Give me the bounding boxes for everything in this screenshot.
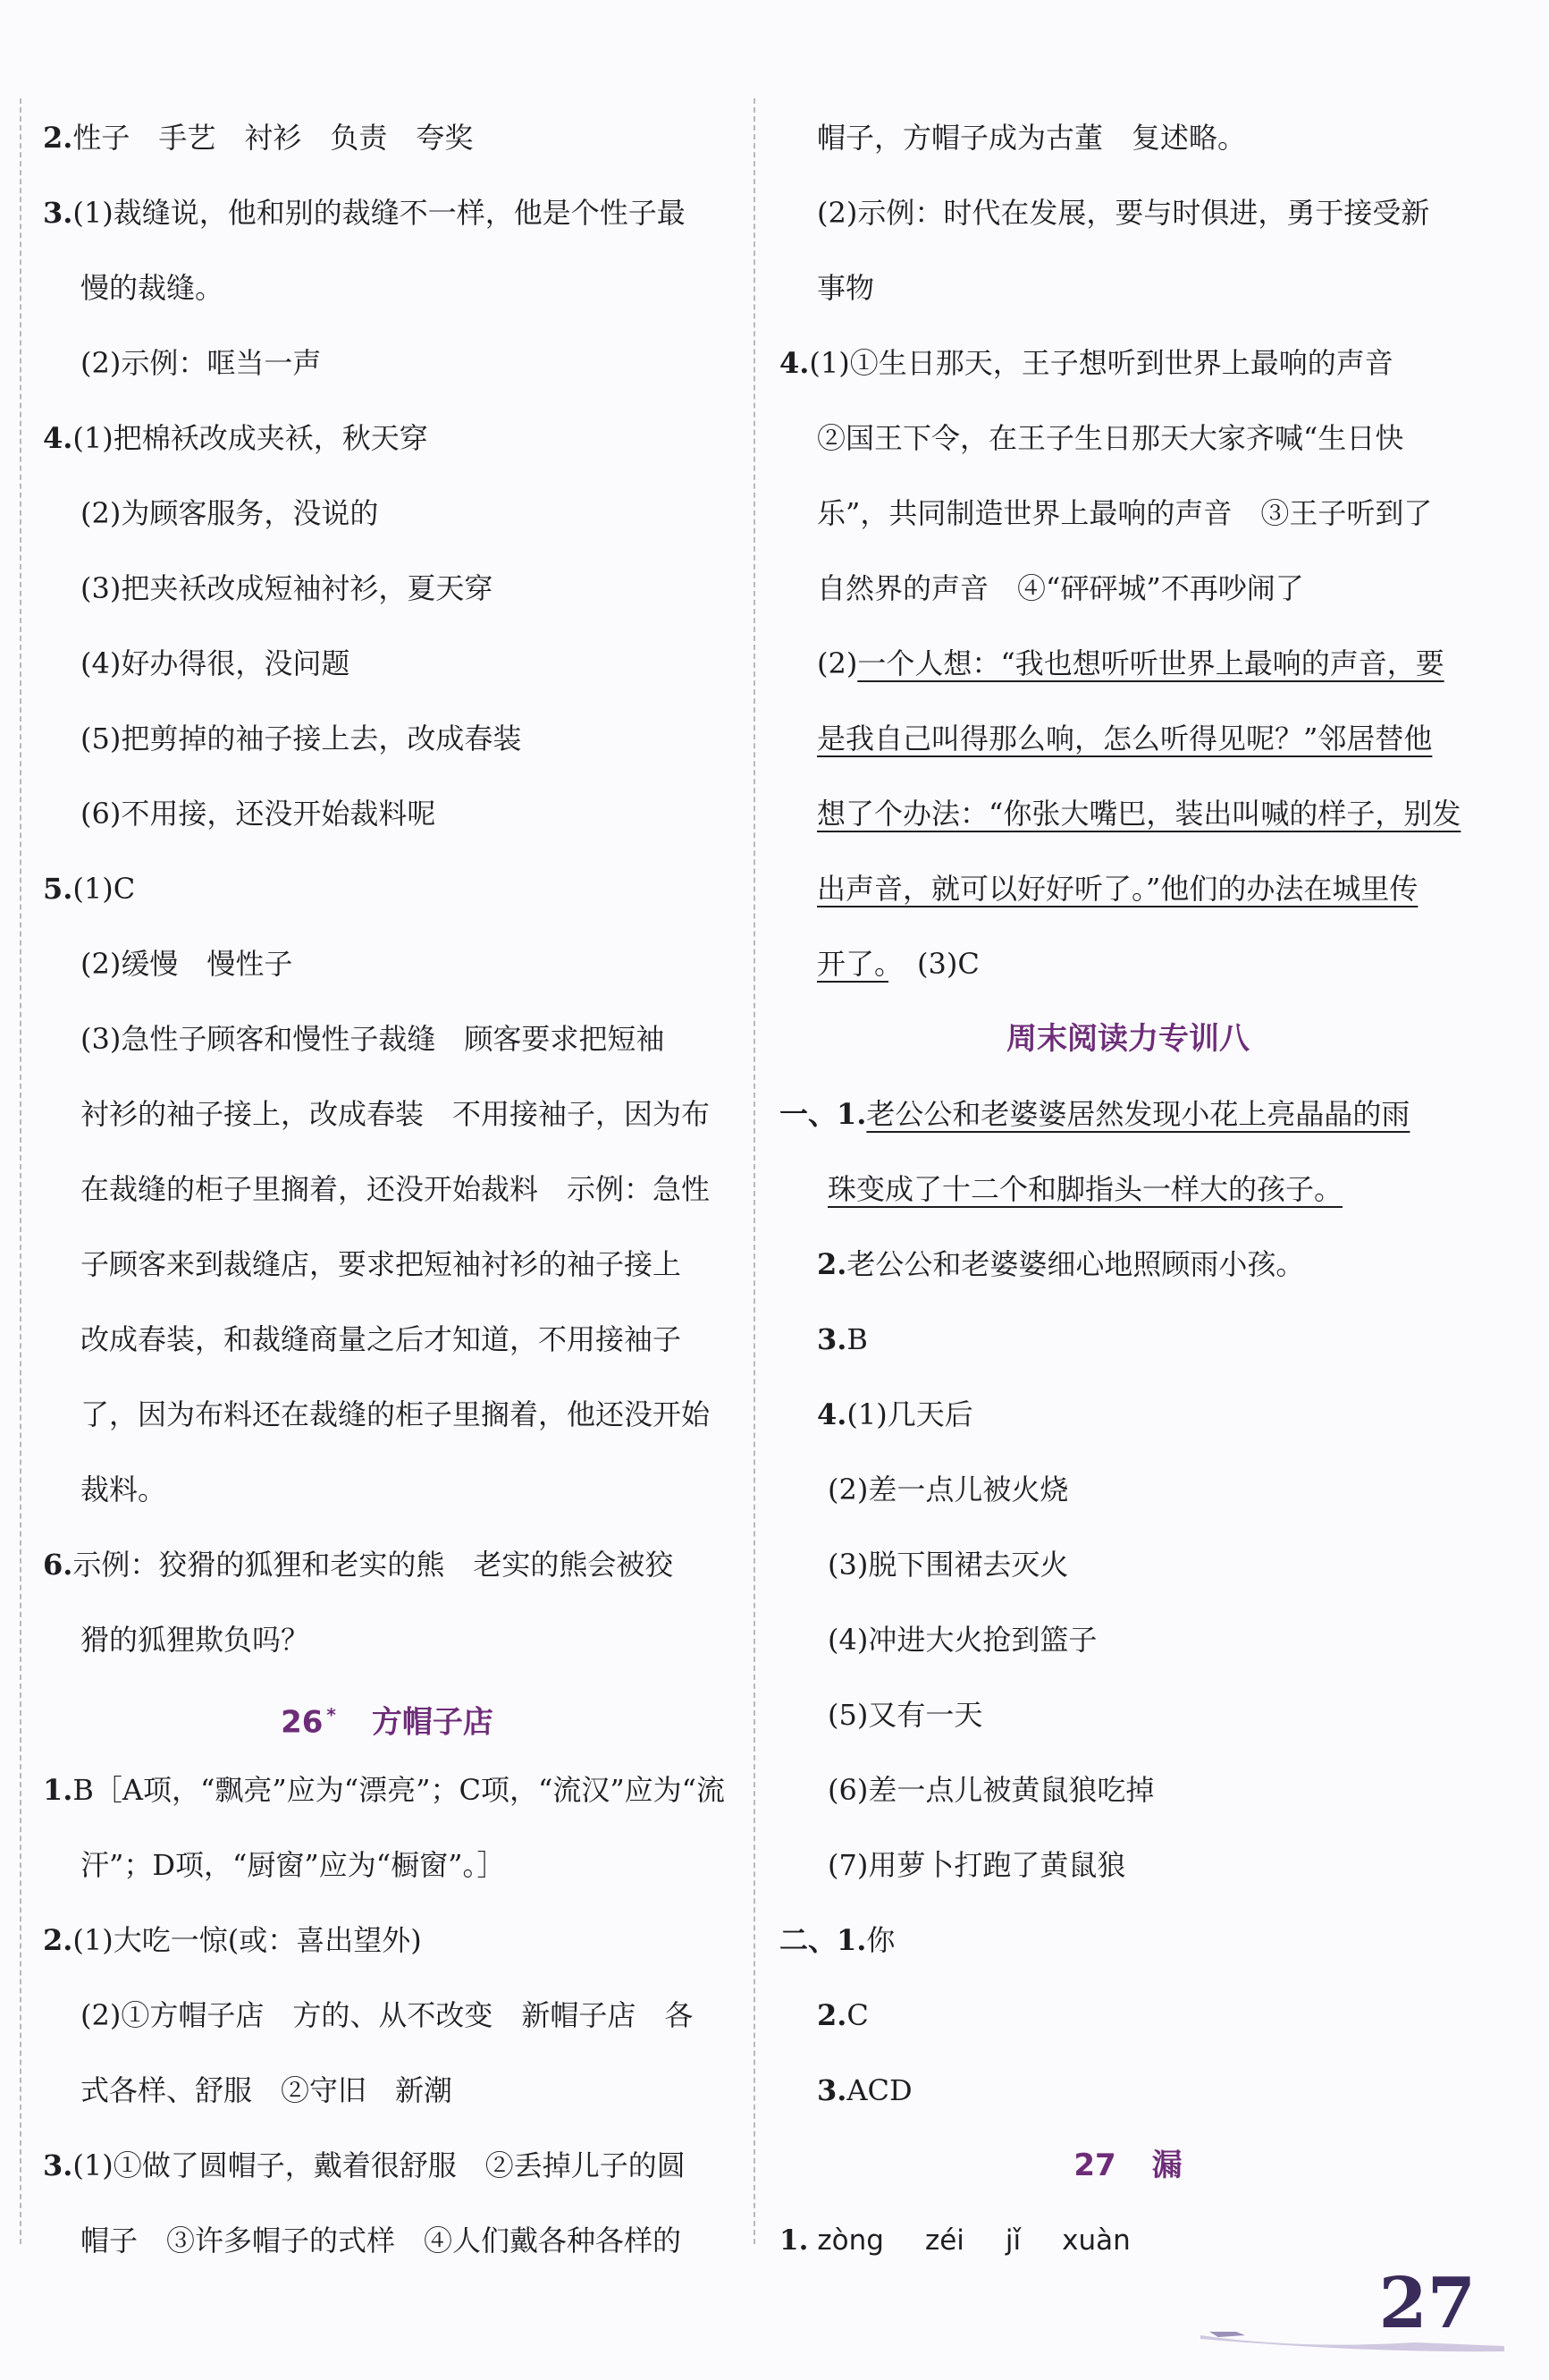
answer-line: [779, 1377, 1477, 1452]
question-number: 4.: [43, 421, 73, 455]
answer-line: [779, 1527, 1477, 1602]
question-number: 5.: [43, 872, 73, 906]
left-column: [43, 100, 731, 2278]
question-number: 2.: [817, 1998, 847, 2032]
answer-line: [779, 1602, 1477, 1677]
answer-text: 改成春装，和裁缝商量之后才知道，不用接袖子: [80, 1322, 682, 1356]
section-heading: 方帽子店: [371, 1704, 493, 1741]
question-number: 2.: [817, 1247, 847, 1281]
answer-line: [779, 1752, 1477, 1827]
answer-line: [43, 1452, 731, 1527]
answer-text: ②国王下令，在王子生日那天大家齐喊“生日快: [817, 421, 1404, 455]
answer-line: [43, 1827, 731, 1903]
answer-line: [779, 476, 1477, 551]
answer-text: 裁料。: [80, 1473, 167, 1506]
answer-text: 乐”，共同制造世界上最响的声音 ③王子听到了: [817, 496, 1433, 530]
answer-line: [43, 1152, 731, 1227]
answer-line: [779, 1152, 1477, 1227]
answer-line: [779, 1076, 1477, 1152]
pinyin-item: jǐ: [1005, 2224, 1022, 2257]
answer-text: (3)脱下围裙去灭火: [828, 1548, 1069, 1582]
answer-text: 衬衫的袖子接上，改成春装 不用接袖子，因为布: [80, 1097, 711, 1131]
section-number: 27: [1073, 2148, 1116, 2183]
answer-line: [43, 325, 731, 401]
answer-line: [43, 776, 731, 851]
answer-text: 汗”；D项，“厨窗”应为“橱窗”。］: [80, 1848, 506, 1882]
question-number: 一、1.: [779, 1097, 867, 1131]
answer-line: [779, 250, 1477, 325]
question-number: 4.: [817, 1397, 847, 1431]
answer-line: [43, 926, 731, 1001]
answer-text: (2)①方帽子店 方的、从不改变 新帽子店 各: [80, 1998, 694, 2032]
answer-text: 帽子，方帽子成为古董 复述略。: [817, 121, 1247, 155]
answer-text: 猾的狐狸欺负吗？: [80, 1623, 310, 1657]
section-number: 26: [281, 1704, 324, 1741]
answer-text: B: [846, 1322, 868, 1356]
answer-line: [43, 100, 731, 175]
answer-line: [43, 175, 731, 250]
answer-line: [779, 2053, 1477, 2128]
answer-text: 性子 手艺 衬衫 负责 夸奖: [72, 121, 474, 155]
answer-line: [43, 701, 731, 776]
answer-line: [43, 1377, 731, 1452]
underlined-answer: 开了。: [817, 947, 889, 981]
answer-line: [43, 851, 731, 926]
answer-text: (2)示例：时代在发展，要与时俱进，勇于接受新: [817, 196, 1430, 230]
answer-text: 自然界的声音 ④“砰砰城”不再吵闹了: [817, 571, 1304, 605]
underlined-answer: 想了个办法：“你张大嘴巴，装出叫喊的样子，别发: [817, 797, 1461, 831]
answer-line: [43, 2053, 731, 2128]
answer-text: (2)缓慢 慢性子: [80, 947, 293, 981]
answer-text: (1)C: [72, 872, 136, 906]
section-title: [779, 2128, 1477, 2203]
answer-text: 在裁缝的柜子里搁着，还没开始裁料 示例：急性: [80, 1172, 711, 1206]
answer-suffix: (3)C: [888, 947, 980, 981]
underlined-answer: 老公公和老婆婆居然发现小花上亮晶晶的雨: [866, 1097, 1410, 1131]
answer-line: [43, 1978, 731, 2053]
underlined-answer: 珠变成了十二个和脚指头一样大的孩子。: [828, 1172, 1343, 1206]
answer-text: B［A项，“飘亮”应为“漂亮”；C项，“流汉”应为“流: [72, 1773, 726, 1807]
pinyin-item: xuàn: [1062, 2224, 1131, 2257]
answer-line: [779, 926, 1477, 1001]
answer-line: [779, 1227, 1477, 1302]
answer-text: (1)裁缝说，他和别的裁缝不一样，他是个性子最: [72, 196, 686, 230]
answer-text: 示例：狡猾的狐狸和老实的熊 老实的熊会被狡: [72, 1548, 674, 1582]
answer-text: 慢的裁缝。: [80, 271, 224, 305]
answer-text: C: [846, 1998, 869, 2032]
answer-line: [43, 250, 731, 325]
answer-line: [779, 1827, 1477, 1903]
answer-line: [43, 1527, 731, 1602]
answer-line: [43, 1001, 731, 1076]
answer-line: [779, 100, 1477, 175]
answer-prefix: (2): [817, 646, 858, 680]
answer-line: [43, 1302, 731, 1377]
answer-text: ACD: [846, 2073, 913, 2107]
pinyin-item: zéi: [924, 2224, 964, 2257]
pinyin-item: zòng: [817, 2224, 884, 2257]
answer-text: (5)又有一天: [828, 1698, 983, 1732]
answer-line: [779, 1677, 1477, 1752]
answer-line: [779, 701, 1477, 776]
answer-text: (6)差一点儿被黄鼠狼吃掉: [828, 1773, 1155, 1807]
question-number: 2.: [43, 121, 73, 155]
answer-text: (3)急性子顾客和慢性子裁缝 顾客要求把短袖: [80, 1022, 665, 1056]
answer-line: [43, 1227, 731, 1302]
answer-line: [779, 776, 1477, 851]
answer-text: 帽子 ③许多帽子的式样 ④人们戴各种各样的: [80, 2224, 682, 2258]
question-number: 3.: [817, 1322, 847, 1356]
column-divider-middle: [753, 98, 755, 2244]
right-column: [779, 100, 1477, 2278]
answer-text: (3)把夹袄改成短袖衬衫，夏天穿: [80, 571, 493, 605]
answer-line: [779, 851, 1477, 926]
question-number: 2.: [43, 1923, 73, 1957]
answer-text: 子顾客来到裁缝店，要求把短袖衬衫的袖子接上: [80, 1247, 682, 1281]
section-title: [779, 1001, 1477, 1076]
answer-text: 你: [866, 1923, 896, 1957]
section-heading: 周末阅读力专训八: [1006, 1021, 1250, 1057]
answer-text: 式各样、舒服 ②守旧 新潮: [80, 2073, 453, 2107]
underlined-answer: 一个人想：“我也想听听世界上最响的声音，要: [857, 646, 1444, 680]
column-divider-left: [20, 98, 21, 2244]
question-number: 4.: [779, 346, 810, 380]
answer-text: (2)示例：哐当一声: [80, 346, 322, 380]
question-number: 3.: [817, 2073, 847, 2107]
answer-line: [779, 401, 1477, 476]
answer-line: [43, 401, 731, 476]
answer-line: [779, 175, 1477, 250]
answer-text: (1)大吃一惊(或：喜出望外): [72, 1923, 422, 1957]
answer-line: [43, 626, 731, 701]
answer-text: (1)几天后: [846, 1397, 973, 1431]
underlined-answer: 是我自己叫得那么响，怎么听得见呢？”邻居替他: [817, 722, 1433, 755]
question-number: 二、1.: [779, 1923, 867, 1957]
answer-line: [43, 1903, 731, 1978]
answer-line: [43, 551, 731, 626]
page-number: 27: [1378, 2263, 1476, 2344]
question-number: 1.: [43, 1773, 73, 1807]
answer-line: [779, 1978, 1477, 2053]
answer-text: (1)①生日那天，王子想听到世界上最响的声音: [809, 346, 1393, 380]
answer-line: [43, 2203, 731, 2278]
answer-text: 事物: [817, 271, 875, 305]
answer-line: [43, 1602, 731, 1677]
answer-line: [779, 551, 1477, 626]
answer-line: [43, 2128, 731, 2203]
answer-text: (4)冲进大火抢到篮子: [828, 1623, 1098, 1657]
answer-text: 老公公和老婆婆细心地照顾雨小孩。: [846, 1247, 1305, 1281]
answer-line: [779, 626, 1477, 701]
answer-line: [779, 1452, 1477, 1527]
question-number: 3.: [43, 196, 73, 230]
underlined-answer: 出声音，就可以好好听了。”他们的办法在城里传: [817, 872, 1419, 906]
question-number: 6.: [43, 1548, 73, 1582]
answer-text: (7)用萝卜打跑了黄鼠狼: [828, 1848, 1126, 1882]
section-title: [43, 1677, 731, 1752]
answer-line: [779, 1903, 1477, 1978]
answer-line: [43, 1076, 731, 1152]
answer-line: [779, 1302, 1477, 1377]
answer-line: [43, 476, 731, 551]
answer-text: (5)把剪掉的袖子接上去，改成春装: [80, 722, 522, 755]
question-number: 1.: [779, 2224, 809, 2257]
answer-text: (1)①做了圆帽子，戴着很舒服 ②丢掉儿子的圆: [72, 2148, 686, 2182]
answer-line: [43, 1752, 731, 1827]
answer-text: (1)把棉袄改成夹袄，秋天穿: [72, 421, 428, 455]
answer-text: (4)好办得很，没问题: [80, 646, 350, 680]
pinyin-answer: [779, 2203, 1477, 2278]
section-heading: 漏: [1151, 2148, 1183, 2183]
answer-text: (6)不用接，还没开始裁料呢: [80, 797, 436, 831]
answer-text: (2)差一点儿被火烧: [828, 1473, 1069, 1506]
question-number: 3.: [43, 2148, 73, 2182]
answer-line: [779, 325, 1477, 401]
section-mark: *: [326, 1704, 336, 1726]
answer-text: (2)为顾客服务，没说的: [80, 496, 379, 530]
answer-text: 了，因为布料还在裁缝的柜子里搁着，他还没开始: [80, 1397, 711, 1431]
